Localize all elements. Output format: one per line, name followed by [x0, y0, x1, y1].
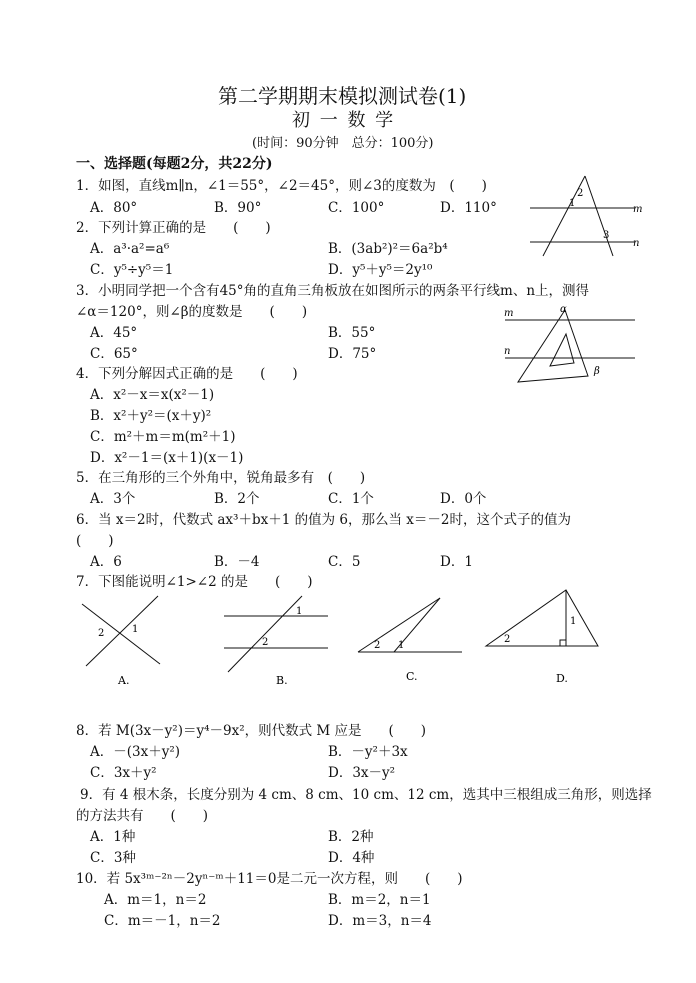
question-2-stem: 2．下列计算正确的是 ( ): [76, 220, 271, 236]
exam-meta: (时间：90分钟 总分：100分): [252, 136, 434, 151]
q6-option-d: D．1: [440, 554, 473, 570]
question-1-stem: 1．如图，直线m∥n，∠1＝55°，∠2＝45°，则∠3的度数为 ( ): [76, 178, 487, 194]
fig-label-m: m: [633, 204, 643, 215]
subject-title: 初 一 数 学: [292, 110, 396, 131]
q6-option-c: C．5: [328, 554, 361, 570]
q7-figure-d: [482, 584, 606, 688]
q3-option-d: D．75°: [328, 346, 377, 362]
question-8-stem: 8．若 M(3x－y²)＝y⁴－9x²，则代数式 M 应是 ( ): [76, 723, 427, 739]
q4-option-b: B．x²＋y²＝(x＋y)²: [90, 408, 212, 424]
q2-option-c: C．y⁵÷y⁵＝1: [90, 262, 174, 278]
question-3-stem-line1: 3．小明同学把一个含有45°角的直角三角板放在如图所示的两条平行线m、n上，测得: [76, 283, 590, 299]
q1-option-d: D．110°: [440, 200, 497, 216]
fig-label-1: 1: [569, 198, 576, 209]
q4-option-c: C．m²＋m＝m(m²＋1): [90, 429, 236, 445]
figure-letter-b: B.: [276, 674, 288, 684]
q6-option-b: B．－4: [214, 554, 260, 570]
angle-label-1: 1: [570, 616, 577, 627]
q4-option-d: D．x²－1＝(x＋1)(x－1): [90, 450, 244, 466]
q5-option-d: D．0个: [440, 491, 487, 507]
triangle: [486, 590, 598, 646]
set-square-outer: [518, 310, 588, 382]
q5-option-a: A．3个: [90, 491, 136, 507]
angle-label-1: 1: [398, 640, 405, 651]
question-7-stem: 7．下图能说明∠1>∠2 的是 ( ): [76, 574, 313, 590]
question-3-stem-line2: ∠α＝120°，则∠β的度数是 ( ): [76, 304, 308, 320]
fig-label-alpha: α: [560, 304, 567, 315]
q8-option-c: C．3x＋y²: [90, 765, 157, 781]
q7-figure-c: [354, 592, 466, 684]
q9-option-a: A．1种: [90, 829, 136, 845]
question-5-stem: 5．在三角形的三个外角中，锐角最多有 ( ): [76, 470, 366, 486]
q7-figure-b: [218, 592, 338, 684]
line-2: [86, 596, 158, 666]
figure-letter-c: C.: [406, 670, 418, 683]
q3-option-a: A．45°: [90, 325, 138, 341]
q10-option-c: C．m＝－1，n＝2: [104, 913, 221, 929]
q1-figure: [525, 172, 645, 260]
q5-option-c: C．1个: [328, 491, 374, 507]
question-9-stem-line2: 的方法共有 ( ): [76, 808, 209, 824]
q3-figure: [500, 300, 640, 392]
figure-letter-a: A.: [118, 674, 130, 684]
line-1: [82, 604, 160, 664]
section-title: 一、选择题(每题2分，共22分): [76, 156, 273, 172]
question-6-stem-line1: 6．当 x＝2时，代数式 ax³＋bx＋1 的值为 6，那么当 x＝－2时，这个式子的值为: [76, 512, 571, 528]
angle-label-2: 2: [262, 637, 269, 648]
figure-letter-d: D.: [556, 672, 568, 685]
q8-option-d: D．3x－y²: [328, 765, 396, 781]
fig-label-2: 2: [577, 188, 584, 199]
page-title: 第二学期期末模拟测试卷(1): [218, 84, 467, 108]
q2-option-a: A．a³·a²=a⁶: [90, 241, 170, 257]
angle-label-2: 2: [374, 640, 381, 651]
fig-label-3: 3: [603, 230, 610, 241]
q10-option-a: A．m＝1，n＝2: [104, 892, 207, 908]
q2-option-d: D．y⁵＋y⁵＝2y¹⁰: [328, 262, 433, 278]
angle-label-1: 1: [296, 606, 303, 617]
transversal: [228, 596, 302, 672]
angle-label-2: 2: [98, 628, 105, 639]
transversal-right: [585, 176, 613, 256]
fig-label-n: n: [633, 238, 640, 249]
question-10-stem: 10．若 5x³ᵐ⁻²ⁿ－2yⁿ⁻ᵐ＋11＝0是二元一次方程，则 ( ): [76, 871, 463, 887]
q3-option-c: C．65°: [90, 346, 138, 362]
q4-option-a: A．x²－x＝x(x²－1): [90, 387, 215, 403]
question-9-stem-line1: 9．有 4 根木条，长度分别为 4 cm、8 cm、10 cm、12 cm，选其中三根组成三角形，则选择: [80, 787, 652, 803]
q8-option-a: A．－(3x＋y²): [90, 744, 181, 760]
q8-option-b: B．－y²＋3x: [328, 744, 408, 760]
q5-option-b: B．2个: [214, 491, 260, 507]
q10-option-d: D．m＝3，n＝4: [328, 913, 432, 929]
q1-option-c: C．100°: [328, 200, 385, 216]
q1-option-b: B．90°: [214, 200, 262, 216]
q2-option-b: B．(3ab²)²＝6a²b⁴: [328, 241, 448, 257]
q1-option-a: A．80°: [90, 200, 138, 216]
fig-label-beta: β: [594, 366, 600, 377]
q3-option-b: B．55°: [328, 325, 376, 341]
q9-option-b: B．2种: [328, 829, 374, 845]
q10-option-b: B．m＝2，n＝1: [328, 892, 431, 908]
fig-label-m: m: [504, 308, 514, 319]
question-6-stem-line2: ( ): [76, 533, 114, 549]
fig-label-n: n: [504, 346, 511, 357]
set-square-inner: [550, 334, 574, 366]
right-angle-mark: [560, 640, 566, 646]
q9-option-d: D．4种: [328, 850, 375, 866]
q6-option-a: A．6: [90, 554, 122, 570]
q7-figure-a: [78, 592, 168, 684]
angle-label-2: 2: [504, 634, 511, 645]
q9-option-c: C．3种: [90, 850, 136, 866]
angle-label-1: 1: [132, 624, 139, 635]
question-4-stem: 4．下列分解因式正确的是 ( ): [76, 366, 298, 382]
